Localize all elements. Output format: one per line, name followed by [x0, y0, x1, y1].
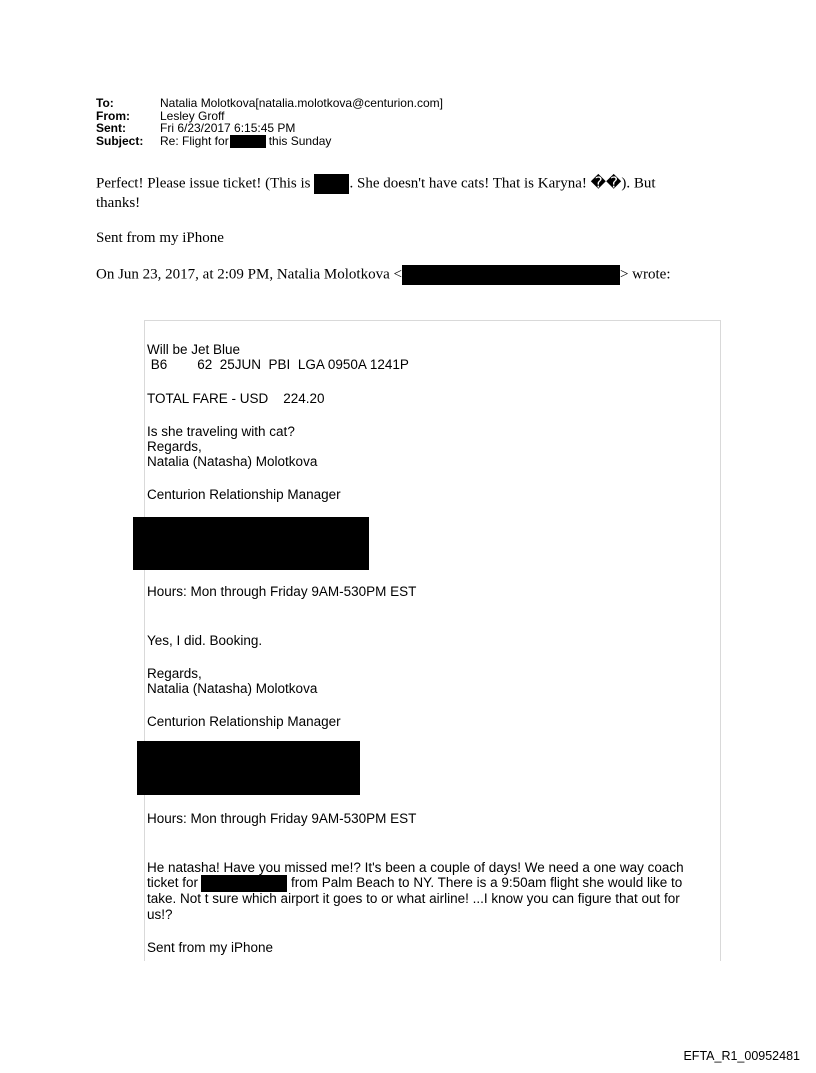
request-redaction — [201, 875, 287, 892]
reply-line-1 — [96, 174, 726, 194]
subject-row — [96, 135, 443, 148]
quoted-hours-1: Hours: Mon through Friday 9AM-530PM EST — [147, 584, 417, 599]
request-line-4: us!? — [147, 907, 173, 922]
quoted-total-fare: TOTAL FARE - USD 224.20 — [147, 391, 325, 406]
wrote-line — [96, 265, 726, 285]
to-label: To: — [96, 96, 114, 110]
quoted-booking: Yes, I did. Booking. — [147, 633, 263, 648]
reply-line-2: thanks! — [96, 195, 141, 211]
subject-value — [160, 135, 331, 148]
subject-suffix: this Sunday — [268, 133, 332, 148]
quoted-title-1: Centurion Relationship Manager — [147, 487, 341, 502]
reply-signature: Sent from my iPhone — [96, 230, 224, 246]
request-line-2 — [147, 875, 682, 892]
to-value: Natalia Molotkova[natalia.molotkova@centurion.com] — [160, 96, 443, 110]
subject-redaction — [230, 135, 266, 148]
wrote-suffix: > wrote: — [619, 266, 671, 283]
quoted-airline: Will be Jet Blue — [147, 342, 241, 357]
quoted-regards-1: Regards, — [147, 439, 202, 454]
request-line-2-a: ticket for — [147, 875, 199, 891]
reply-paragraph — [96, 174, 726, 212]
quoted-flight-details: B6 62 25JUN PBI LGA 0950A 1241P — [147, 357, 409, 372]
reply-line-1-a: Perfect! Please issue ticket! (This is — [96, 175, 311, 192]
from-value: Lesley Groff — [160, 108, 225, 123]
request-line-2-b: from Palm Beach to NY. There is a 9:50am flight she would like to — [291, 875, 683, 891]
subject-label: Subject: — [96, 133, 144, 148]
quoted-name-1: Natalia (Natasha) Molotkova — [147, 454, 318, 469]
quoted-hours-2: Hours: Mon through Friday 9AM-530PM EST — [147, 811, 417, 826]
email-redaction — [402, 265, 620, 285]
quoted-cat-question: Is she traveling with cat? — [147, 424, 295, 439]
signature-redaction-1 — [133, 517, 369, 570]
wrote-prefix: On Jun 23, 2017, at 2:09 PM, Natalia Molotkova < — [96, 266, 402, 283]
to-row — [96, 97, 443, 110]
quoted-regards-2: Regards, — [147, 666, 202, 681]
quoted-name-2: Natalia (Natasha) Molotkova — [147, 681, 318, 696]
quoted-title-2: Centurion Relationship Manager — [147, 714, 341, 729]
sent-value: Fri 6/23/2017 6:15:45 PM — [160, 121, 296, 135]
from-label: From: — [96, 108, 130, 123]
document-id: EFTA_R1_00952481 — [683, 1049, 800, 1063]
reply-redaction — [314, 174, 349, 194]
sent-label: Sent: — [96, 121, 126, 135]
signature-redaction-2 — [137, 741, 360, 795]
subject-prefix: Re: Flight for — [160, 133, 229, 148]
request-line-3: take. Not t sure which airport it goes to or what airline! ...I know you can figure that out for — [147, 891, 680, 906]
email-header — [96, 97, 443, 148]
quoted-signature: Sent from my iPhone — [147, 940, 274, 955]
request-line-1: He natasha! Have you missed me!? It's been a couple of days! We need a one way coach — [147, 860, 684, 875]
reply-line-1-b: . She doesn't have cats! That is Karyna! ��). But — [349, 175, 656, 192]
